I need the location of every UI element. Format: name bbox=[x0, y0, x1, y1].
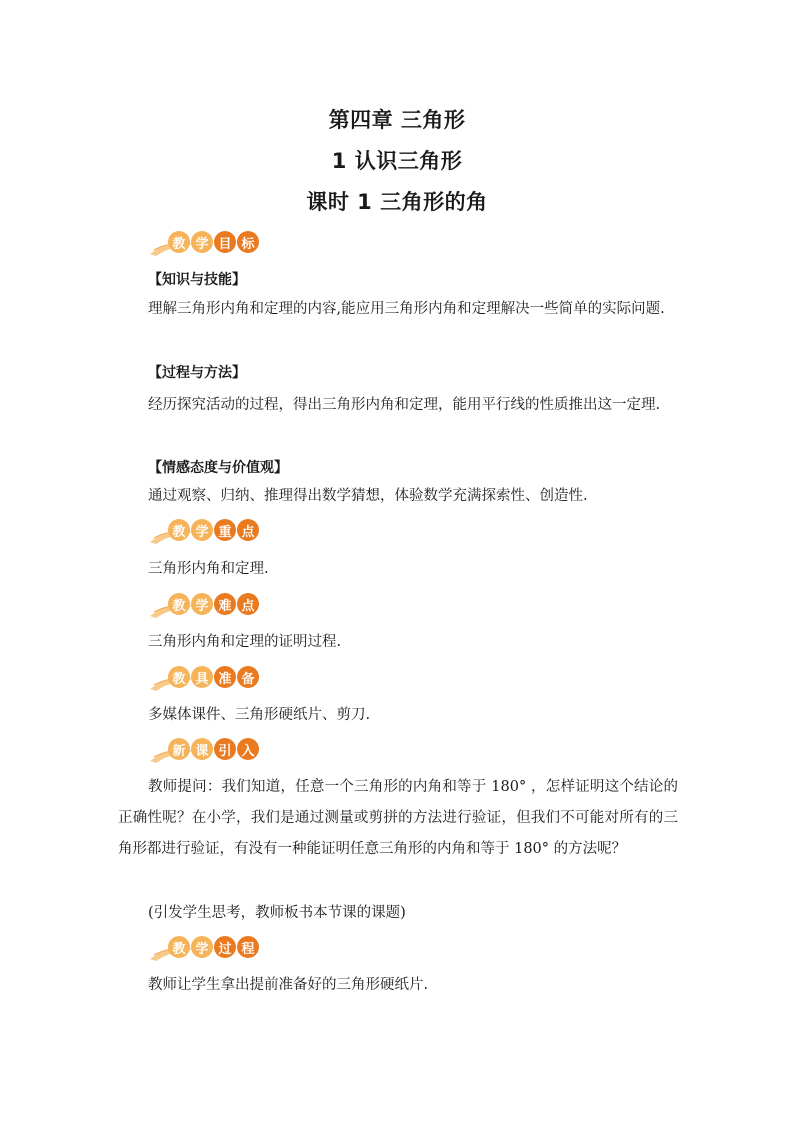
process-text: 教师让学生拿出提前准备好的三角形硬纸片. bbox=[148, 977, 429, 993]
badge-char: 过 bbox=[214, 936, 236, 958]
badge-char: 教 bbox=[168, 519, 190, 541]
process-method-heading: 【过程与方法】 bbox=[148, 365, 246, 381]
badge-char: 学 bbox=[191, 519, 213, 541]
badge-char: 教 bbox=[168, 593, 190, 615]
process-method-text: 经历探究活动的过程，得出三角形内角和定理，能用平行线的性质推出这一定理. bbox=[148, 397, 661, 413]
badge-char: 难 bbox=[214, 593, 236, 615]
badge-char: 教 bbox=[168, 231, 190, 253]
badge-char: 目 bbox=[214, 231, 236, 253]
intro-question-text: 教师提问：我们知道，任意一个三角形的内角和等于 180° ，怎样证明这个结论的正确性呢？在小学，我们是通过测量或剪拼的方法进行验证，但我们不可能对所有的三角形都进行验证，有没有一种能证明任意三角形的内角和等于 180° 的方法呢？ bbox=[118, 779, 678, 857]
badge-char: 学 bbox=[191, 936, 213, 958]
badge-char: 备 bbox=[237, 666, 259, 688]
section-title: 1 认识三角形 bbox=[331, 149, 463, 173]
badge-process bbox=[148, 936, 278, 962]
badge-char: 入 bbox=[237, 738, 259, 760]
badge-char: 准 bbox=[214, 666, 236, 688]
badge-char: 标 bbox=[237, 231, 259, 253]
badge-char: 引 bbox=[214, 738, 236, 760]
badge-intro bbox=[148, 738, 278, 764]
badge-char: 学 bbox=[191, 231, 213, 253]
badge-char: 教 bbox=[168, 936, 190, 958]
badge-char: 程 bbox=[237, 936, 259, 958]
chapter-title: 第四章 三角形 bbox=[328, 108, 466, 132]
materials-text: 多媒体课件、三角形硬纸片、剪刀. bbox=[148, 707, 371, 723]
knowledge-heading: 【知识与技能】 bbox=[148, 272, 246, 288]
badge-char: 点 bbox=[237, 593, 259, 615]
badge-difficulties bbox=[148, 593, 278, 619]
key-points-text: 三角形内角和定理. bbox=[148, 561, 269, 577]
badge-materials bbox=[148, 666, 278, 692]
badge-char: 新 bbox=[168, 738, 190, 760]
knowledge-text: 理解三角形内角和定理的内容,能应用三角形内角和定理解决一些简单的实际问题. bbox=[148, 301, 665, 317]
badge-objectives bbox=[148, 231, 278, 257]
badge-key-points bbox=[148, 519, 278, 545]
badge-char: 点 bbox=[237, 519, 259, 541]
attitude-text: 通过观察、归纳、推理得出数学猜想，体验数学充满探索性、创造性. bbox=[148, 488, 588, 504]
badge-char: 具 bbox=[191, 666, 213, 688]
badge-char: 重 bbox=[214, 519, 236, 541]
badge-char: 教 bbox=[168, 666, 190, 688]
attitude-heading: 【情感态度与价值观】 bbox=[148, 460, 288, 476]
lesson-title: 课时 1 三角形的角 bbox=[306, 190, 488, 214]
intro-note-text: (引发学生思考，教师板书本节课的课题) bbox=[148, 905, 406, 921]
badge-char: 学 bbox=[191, 593, 213, 615]
badge-char: 课 bbox=[191, 738, 213, 760]
difficulties-text: 三角形内角和定理的证明过程. bbox=[148, 634, 342, 650]
